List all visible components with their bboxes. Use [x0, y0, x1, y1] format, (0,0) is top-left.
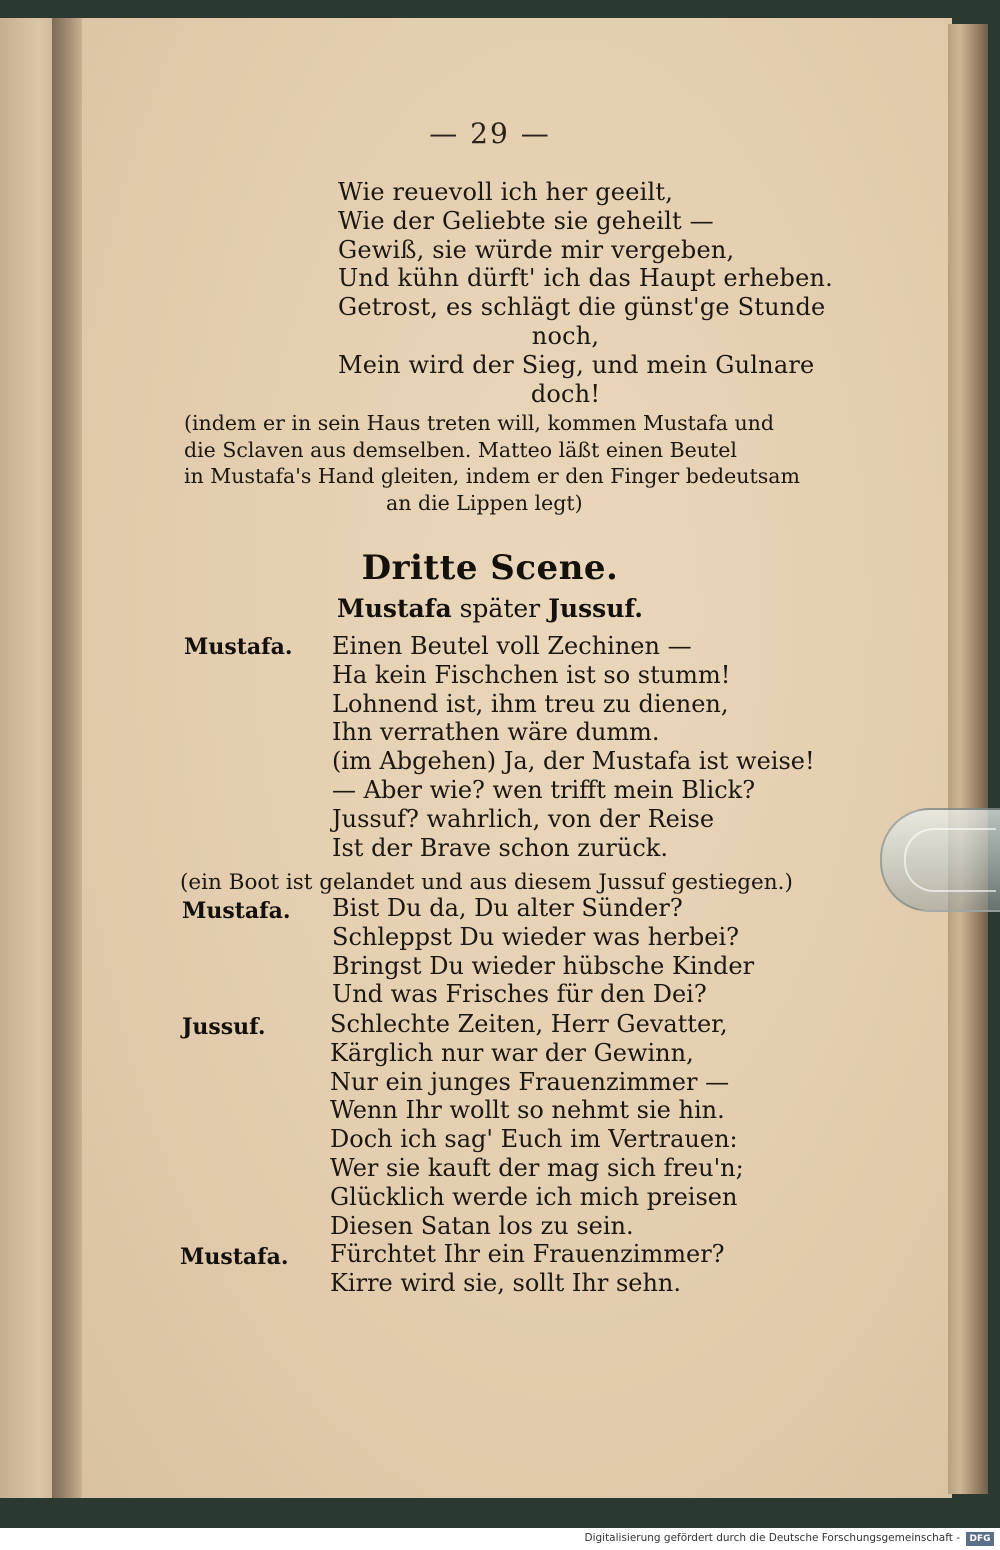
speech-line: Schleppst Du wieder was herbei?: [332, 922, 739, 951]
previous-page-edge: [0, 18, 56, 1498]
speaker-name: Mustafa.: [182, 898, 291, 924]
scene-cast: [290, 594, 690, 623]
speech-line: Ha kein Fischchen ist so stumm!: [332, 660, 731, 689]
stage-direction: [184, 410, 800, 516]
speaker-name: Mustafa.: [180, 1244, 289, 1270]
dfg-logo: DFG: [966, 1532, 994, 1546]
verse-block: [338, 178, 833, 408]
page-number: — 29 —: [429, 117, 551, 150]
scene-title: Dritte Scene.: [361, 548, 619, 588]
speech-line: Und was Frisches für den Dei?: [332, 980, 707, 1009]
speech-line: Bist Du da, Du alter Sünder?: [332, 894, 683, 922]
verse-line: Wie der Geliebte sie geheilt —: [338, 206, 714, 235]
speech-line: Schlechte Zeiten, Herr Gevatter,: [330, 1010, 728, 1038]
page-stack-edge: [948, 24, 988, 1494]
speech-line: Diesen Satan los zu sein.: [330, 1211, 634, 1240]
speech-line: — Aber wie? wen trifft mein Blick?: [332, 775, 756, 804]
book-gutter: [52, 18, 86, 1498]
speech-line: (im Abgehen) Ja, der Mustafa ist weise!: [332, 747, 815, 776]
verse-line: doch!: [530, 379, 601, 408]
speech-line: Ihn verrathen wäre dumm.: [332, 718, 660, 747]
speech-line: Kirre wird sie, sollt Ihr sehn.: [330, 1268, 682, 1297]
footer-credit: Digitalisierung gefördert durch die Deutsche Forschungsgemeinschaft -: [584, 1532, 960, 1544]
speech-line: Lohnend ist, ihm treu zu dienen,: [332, 689, 729, 718]
speech-line: Bringst Du wieder hübsche Kinder: [332, 951, 755, 980]
speech-line: Kärglich nur war der Gewinn,: [330, 1038, 694, 1067]
stage-direction: (ein Boot ist gelandet und aus diesem Jussuf gestiegen.): [180, 870, 793, 895]
speaker-name: Jussuf.: [182, 1014, 266, 1040]
verse-line: Mein wird der Sieg, und mein Gulnare: [338, 350, 815, 379]
speech-line: Jussuf? wahrlich, von der Reise: [332, 804, 715, 833]
speech-line: Wer sie kauft der mag sich freu'n;: [330, 1153, 744, 1182]
cast-name: Jussuf.: [548, 594, 643, 623]
clip-highlight: [904, 828, 996, 892]
speech-block: [330, 1010, 744, 1240]
speech-block: [330, 1240, 725, 1298]
speech-block: [332, 894, 754, 1009]
speech-line: Fürchtet Ihr ein Frauenzimmer?: [330, 1240, 725, 1268]
speech-line: Ist der Brave schon zurück.: [332, 833, 668, 862]
stage-direction-line: in Mustafa's Hand gleiten, indem er den Finger bedeutsam: [184, 464, 800, 488]
speech-line: Wenn Ihr wollt so nehmt sie hin.: [330, 1096, 725, 1125]
verse-line: Wie reuevoll ich her geeilt,: [338, 178, 674, 206]
speech-line: Nur ein junges Frauenzimmer —: [330, 1067, 730, 1096]
speech-line: Glücklich werde ich mich preisen: [330, 1182, 738, 1211]
verse-line: Und kühn dürft' ich das Haupt erheben.: [338, 264, 834, 293]
stage-direction-line: an die Lippen legt): [386, 490, 583, 515]
cast-name: Mustafa: [337, 594, 452, 623]
verse-line: noch,: [531, 321, 600, 350]
speech-line: Einen Beutel voll Zechinen —: [332, 632, 692, 660]
stage-direction-line: (indem er in sein Haus treten will, kommen Mustafa und: [184, 411, 774, 435]
verse-line: Getrost, es schlägt die günst'ge Stunde: [338, 293, 826, 322]
footer-bar: [0, 1528, 1000, 1550]
stage-direction-line: die Sclaven aus demselben. Matteo läßt einen Beutel: [184, 437, 737, 462]
speaker-name: Mustafa.: [184, 634, 293, 660]
speech-line: Doch ich sag' Euch im Vertrauen:: [330, 1125, 738, 1154]
cast-connector: später: [451, 594, 549, 623]
verse-line: Gewiß, sie würde mir vergeben,: [338, 235, 735, 264]
speech-block: [332, 632, 815, 862]
plastic-page-clip: [880, 808, 1000, 912]
